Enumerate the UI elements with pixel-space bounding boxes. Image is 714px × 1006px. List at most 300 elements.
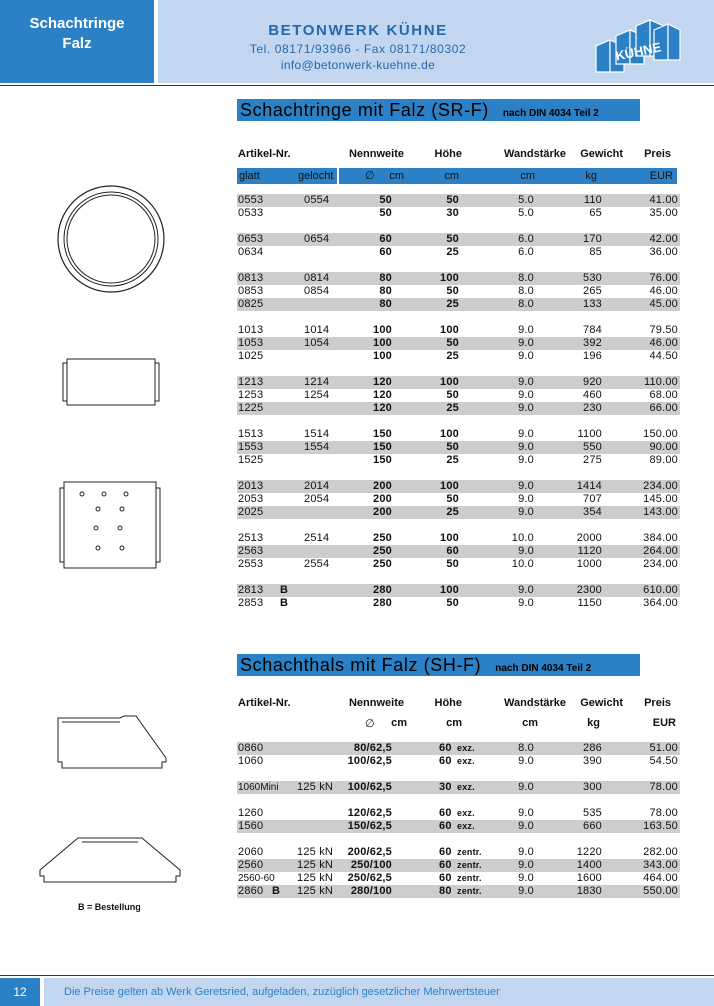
artikel-gelocht: 2054 bbox=[304, 493, 330, 505]
gewicht: 660 bbox=[583, 820, 602, 832]
table-row bbox=[237, 506, 680, 519]
gewicht: 1000 bbox=[576, 558, 602, 570]
wandstaerke: 10.0 bbox=[511, 532, 534, 544]
bestellung-marker: B bbox=[272, 885, 281, 897]
belastung: 125 kN bbox=[297, 846, 334, 858]
gewicht: 170 bbox=[583, 233, 602, 245]
nennweite: 280 bbox=[373, 584, 392, 596]
artikel-gelocht: 1054 bbox=[304, 337, 330, 349]
table-row bbox=[237, 402, 680, 415]
hoehe: 30 bbox=[446, 207, 459, 219]
hoehe: 60 bbox=[439, 755, 452, 767]
section1-unit-bar bbox=[237, 168, 677, 184]
nennweite: 100/62,5 bbox=[347, 755, 392, 767]
table-row bbox=[237, 820, 680, 833]
artikel-glatt: 1553 bbox=[238, 441, 264, 453]
artikel-nr: 2860 bbox=[238, 885, 264, 897]
gewicht: 1150 bbox=[577, 597, 602, 609]
nennweite: 60 bbox=[379, 246, 392, 258]
section2-title-bar bbox=[237, 654, 640, 676]
nennweite: 50 bbox=[379, 207, 392, 219]
artikel-glatt: 1253 bbox=[238, 389, 264, 401]
nennweite: 250/100 bbox=[350, 859, 392, 871]
table-row bbox=[237, 807, 680, 820]
table-row bbox=[237, 441, 680, 454]
footer-divider bbox=[0, 975, 714, 976]
artikel-glatt: 1025 bbox=[238, 350, 264, 362]
hoehe-suffix: exz. bbox=[457, 782, 475, 792]
nennweite: 200 bbox=[373, 480, 392, 492]
belastung: 125 kN bbox=[297, 781, 334, 793]
hoehe-suffix: zentr. bbox=[457, 873, 482, 883]
nennweite: 250 bbox=[373, 545, 392, 557]
hoehe: 100 bbox=[440, 584, 459, 596]
preis: 384.00 bbox=[643, 532, 678, 544]
shaft-neck-eccentric-drawing bbox=[40, 712, 175, 772]
gewicht: 265 bbox=[583, 285, 602, 297]
hoehe: 60 bbox=[439, 872, 452, 884]
hoehe-suffix: zentr. bbox=[457, 886, 482, 896]
artikel-glatt: 2813 bbox=[238, 584, 264, 596]
artikel-gelocht: 1254 bbox=[304, 389, 330, 401]
nennweite: 100 bbox=[373, 337, 392, 349]
preis: 145.00 bbox=[643, 493, 678, 505]
artikel-glatt: 0533 bbox=[238, 207, 264, 219]
preis: 143.00 bbox=[643, 506, 678, 518]
artikel-gelocht: 1214 bbox=[304, 376, 330, 388]
hoehe-suffix: exz. bbox=[457, 743, 475, 753]
col-hoehe: Höhe bbox=[434, 148, 462, 160]
section1-title-bar bbox=[237, 99, 640, 121]
diameter-icon: ∅ bbox=[365, 170, 375, 182]
gewicht: 133 bbox=[583, 298, 602, 310]
table-row bbox=[237, 246, 680, 259]
artikel-nr: 1060Mini bbox=[238, 782, 279, 793]
legend-bestellung: B = Bestellung bbox=[78, 902, 141, 912]
preis: 51.00 bbox=[649, 742, 678, 754]
nennweite: 200 bbox=[373, 506, 392, 518]
contact-phone-fax: Tel. 08171/93966 - Fax 08171/80302 bbox=[249, 42, 467, 56]
hoehe-suffix: zentr. bbox=[457, 860, 482, 870]
unit-preis: EUR bbox=[649, 170, 673, 182]
preis: 66.00 bbox=[649, 402, 678, 414]
artikel-nr: 2560 bbox=[238, 859, 264, 871]
preis: 163.50 bbox=[643, 820, 678, 832]
unit-wand: cm bbox=[520, 170, 535, 182]
gewicht: 110 bbox=[583, 194, 602, 206]
artikel-glatt: 1525 bbox=[238, 454, 264, 466]
wandstaerke: 9.0 bbox=[518, 846, 534, 858]
gewicht: 1100 bbox=[577, 428, 602, 440]
wandstaerke: 9.0 bbox=[518, 428, 534, 440]
preis: 46.00 bbox=[649, 285, 678, 297]
artikel-glatt: 2053 bbox=[238, 493, 264, 505]
preis: 234.00 bbox=[643, 558, 678, 570]
preis: 54.50 bbox=[649, 755, 678, 767]
wandstaerke: 9.0 bbox=[518, 506, 534, 518]
unit-gelocht: gelocht bbox=[298, 170, 334, 182]
gewicht: 300 bbox=[583, 781, 602, 793]
hoehe: 100 bbox=[440, 272, 459, 284]
col-hoehe: Höhe bbox=[434, 697, 462, 709]
table-row bbox=[237, 846, 680, 859]
nennweite: 280 bbox=[373, 597, 392, 609]
nennweite: 150 bbox=[373, 441, 392, 453]
gewicht: 2300 bbox=[576, 584, 602, 596]
table-row bbox=[237, 493, 680, 506]
table-row bbox=[237, 584, 680, 597]
gewicht: 390 bbox=[583, 755, 602, 767]
section1-table-body bbox=[237, 194, 680, 614]
header-tab-line2: Falz bbox=[62, 35, 92, 52]
nennweite: 250/62,5 bbox=[347, 872, 392, 884]
wandstaerke: 9.0 bbox=[518, 480, 534, 492]
gewicht: 65 bbox=[589, 207, 602, 219]
table-row bbox=[237, 207, 680, 220]
gewicht: 530 bbox=[583, 272, 602, 284]
header-tab-line1: Schachtringe bbox=[29, 15, 125, 32]
wandstaerke: 9.0 bbox=[518, 350, 534, 362]
artikel-glatt: 0853 bbox=[238, 285, 264, 297]
nennweite: 200 bbox=[373, 493, 392, 505]
artikel-gelocht: 0854 bbox=[304, 285, 330, 297]
wandstaerke: 9.0 bbox=[518, 885, 534, 897]
unit-wand: cm bbox=[522, 717, 538, 729]
preis: 44.50 bbox=[649, 350, 678, 362]
preis: 35.00 bbox=[649, 207, 678, 219]
wandstaerke: 9.0 bbox=[518, 454, 534, 466]
gewicht: 392 bbox=[583, 337, 602, 349]
artikel-glatt: 0634 bbox=[238, 246, 264, 258]
header-tab bbox=[0, 0, 154, 83]
wandstaerke: 10.0 bbox=[511, 558, 534, 570]
wandstaerke: 9.0 bbox=[518, 872, 534, 884]
hoehe: 25 bbox=[446, 298, 459, 310]
hoehe: 60 bbox=[439, 859, 452, 871]
hoehe: 100 bbox=[440, 480, 459, 492]
table-row bbox=[237, 428, 680, 441]
wandstaerke: 9.0 bbox=[518, 441, 534, 453]
nennweite: 280/100 bbox=[350, 885, 392, 897]
nennweite: 100/62,5 bbox=[347, 781, 392, 793]
col-artikel: Artikel-Nr. bbox=[238, 697, 291, 709]
artikel-gelocht: 0654 bbox=[304, 233, 330, 245]
belastung: 125 kN bbox=[297, 872, 334, 884]
artikel-nr: 1560 bbox=[238, 820, 264, 832]
hoehe: 100 bbox=[440, 376, 459, 388]
hoehe: 60 bbox=[439, 846, 452, 858]
table-row bbox=[237, 859, 680, 872]
gewicht: 550 bbox=[583, 441, 602, 453]
artikel-glatt: 2563 bbox=[238, 545, 264, 557]
artikel-nr: 2560-60 bbox=[238, 873, 275, 884]
wandstaerke: 8.0 bbox=[518, 285, 534, 297]
col-preis: Preis bbox=[644, 148, 671, 160]
nennweite: 150 bbox=[373, 428, 392, 440]
wandstaerke: 8.0 bbox=[518, 272, 534, 284]
nennweite: 120 bbox=[373, 376, 392, 388]
unit-preis: EUR bbox=[652, 717, 676, 729]
artikel-gelocht: 0554 bbox=[304, 194, 330, 206]
table-row bbox=[237, 233, 680, 246]
nennweite: 50 bbox=[379, 194, 392, 206]
nennweite: 250 bbox=[373, 558, 392, 570]
hoehe: 50 bbox=[446, 233, 459, 245]
belastung: 125 kN bbox=[297, 885, 334, 897]
belastung: 125 kN bbox=[297, 859, 334, 871]
artikel-glatt: 0553 bbox=[238, 194, 264, 206]
table-row bbox=[237, 350, 680, 363]
hoehe: 100 bbox=[440, 532, 459, 544]
preis: 234.00 bbox=[643, 480, 678, 492]
table-row bbox=[237, 558, 680, 571]
artikel-glatt: 1513 bbox=[238, 428, 264, 440]
wandstaerke: 6.0 bbox=[518, 246, 534, 258]
table-row bbox=[237, 885, 680, 898]
company-logo-icon bbox=[592, 16, 682, 79]
hoehe: 60 bbox=[439, 807, 452, 819]
nennweite: 120 bbox=[373, 389, 392, 401]
table-row bbox=[237, 532, 680, 545]
table-row bbox=[237, 389, 680, 402]
preis: 78.00 bbox=[649, 781, 678, 793]
hoehe: 25 bbox=[446, 246, 459, 258]
nennweite: 150 bbox=[373, 454, 392, 466]
artikel-glatt: 2513 bbox=[238, 532, 264, 544]
wandstaerke: 9.0 bbox=[518, 584, 534, 596]
artikel-glatt: 1053 bbox=[238, 337, 264, 349]
artikel-gelocht: 2514 bbox=[304, 532, 330, 544]
wandstaerke: 9.0 bbox=[518, 820, 534, 832]
diameter-icon: ∅ bbox=[365, 718, 375, 730]
hoehe: 100 bbox=[440, 324, 459, 336]
table-row bbox=[237, 454, 680, 467]
perforated-ring-drawing bbox=[52, 478, 168, 574]
artikel-gelocht: B bbox=[280, 584, 289, 596]
artikel-gelocht: 1014 bbox=[304, 324, 330, 336]
section1-norm: nach DIN 4034 Teil 2 bbox=[502, 108, 599, 119]
wandstaerke: 8.0 bbox=[518, 742, 534, 754]
hoehe: 25 bbox=[446, 350, 459, 362]
artikel-gelocht: 2554 bbox=[304, 558, 330, 570]
preis: 343.00 bbox=[643, 859, 678, 871]
preis: 610.00 bbox=[643, 584, 678, 596]
preis: 364.00 bbox=[643, 597, 678, 609]
section2-table-body bbox=[237, 742, 680, 897]
wandstaerke: 9.0 bbox=[518, 389, 534, 401]
unit-nennweite: cm bbox=[391, 717, 407, 729]
wandstaerke: 9.0 bbox=[518, 402, 534, 414]
col-nennweite: Nennweite bbox=[348, 697, 404, 709]
hoehe-suffix: zentr. bbox=[457, 847, 482, 857]
logo-text: KÜHNE bbox=[614, 39, 663, 64]
gewicht: 707 bbox=[583, 493, 602, 505]
hoehe: 50 bbox=[446, 558, 459, 570]
nennweite: 100 bbox=[373, 350, 392, 362]
gewicht: 354 bbox=[583, 506, 602, 518]
wandstaerke: 6.0 bbox=[518, 233, 534, 245]
gewicht: 230 bbox=[583, 402, 602, 414]
gewicht: 275 bbox=[583, 454, 602, 466]
section2-norm: nach DIN 4034 Teil 2 bbox=[495, 663, 592, 674]
gewicht: 535 bbox=[583, 807, 602, 819]
table-row bbox=[237, 781, 680, 794]
artikel-nr: 1060 bbox=[238, 755, 264, 767]
table-row bbox=[237, 545, 680, 558]
nennweite: 150/62,5 bbox=[347, 820, 392, 832]
hoehe: 30 bbox=[439, 781, 452, 793]
preis: 42.00 bbox=[649, 233, 678, 245]
unit-nennweite: cm bbox=[389, 170, 404, 182]
gewicht: 1120 bbox=[577, 545, 602, 557]
hoehe-suffix: exz. bbox=[457, 756, 475, 766]
ring-side-view-drawing bbox=[55, 355, 167, 411]
wandstaerke: 9.0 bbox=[518, 545, 534, 557]
header-divider bbox=[0, 85, 714, 86]
col-gewicht: Gewicht bbox=[580, 148, 623, 160]
gewicht: 85 bbox=[589, 246, 602, 258]
nennweite: 80/62,5 bbox=[353, 742, 392, 754]
preis: 79.50 bbox=[649, 324, 678, 336]
table-row bbox=[237, 755, 680, 768]
nennweite: 200/62,5 bbox=[347, 846, 392, 858]
table-row bbox=[237, 872, 680, 885]
unit-glatt: glatt bbox=[239, 170, 260, 182]
hoehe: 25 bbox=[446, 454, 459, 466]
artikel-glatt: 0813 bbox=[238, 272, 264, 284]
ring-top-view-drawing bbox=[55, 183, 167, 295]
table-row bbox=[237, 337, 680, 350]
hoehe: 80 bbox=[439, 885, 452, 897]
wandstaerke: 9.0 bbox=[518, 781, 534, 793]
preis: 90.00 bbox=[649, 441, 678, 453]
company-name: BETONWERK KÜHNE bbox=[268, 22, 448, 39]
nennweite: 80 bbox=[379, 272, 392, 284]
hoehe: 25 bbox=[446, 506, 459, 518]
table-row bbox=[237, 742, 680, 755]
preis: 45.00 bbox=[649, 298, 678, 310]
hoehe: 50 bbox=[446, 597, 459, 609]
wandstaerke: 9.0 bbox=[518, 337, 534, 349]
wandstaerke: 5.0 bbox=[518, 207, 534, 219]
table-row bbox=[237, 298, 680, 311]
preis: 110.00 bbox=[643, 376, 678, 388]
page-number: 12 bbox=[0, 978, 40, 1006]
artikel-glatt: 2853 bbox=[238, 597, 264, 609]
hoehe: 50 bbox=[446, 389, 459, 401]
unit-gewicht: kg bbox=[587, 717, 600, 729]
preis: 89.00 bbox=[649, 454, 678, 466]
preis: 282.00 bbox=[643, 846, 678, 858]
nennweite: 80 bbox=[379, 298, 392, 310]
unit-hoehe: cm bbox=[444, 170, 459, 182]
section2-table-header bbox=[237, 697, 680, 737]
preis: 464.00 bbox=[643, 872, 678, 884]
preis: 78.00 bbox=[649, 807, 678, 819]
contact-email: info@betonwerk-kuehne.de bbox=[280, 58, 436, 72]
artikel-glatt: 2013 bbox=[238, 480, 264, 492]
nennweite: 120 bbox=[373, 402, 392, 414]
gewicht: 2000 bbox=[576, 532, 602, 544]
unit-gewicht: kg bbox=[585, 170, 597, 182]
preis: 41.00 bbox=[649, 194, 678, 206]
preis: 550.00 bbox=[643, 885, 678, 897]
col-artikel: Artikel-Nr. bbox=[238, 148, 291, 160]
preis: 150.00 bbox=[643, 428, 678, 440]
hoehe: 50 bbox=[446, 194, 459, 206]
hoehe-suffix: exz. bbox=[457, 821, 475, 831]
table-row bbox=[237, 597, 680, 610]
table-row bbox=[237, 376, 680, 389]
preis: 264.00 bbox=[643, 545, 678, 557]
gewicht: 1220 bbox=[576, 846, 602, 858]
gewicht: 1414 bbox=[576, 480, 602, 492]
wandstaerke: 9.0 bbox=[518, 807, 534, 819]
nennweite: 100 bbox=[373, 324, 392, 336]
gewicht: 784 bbox=[583, 324, 602, 336]
nennweite: 80 bbox=[379, 285, 392, 297]
artikel-glatt: 1213 bbox=[238, 376, 264, 388]
artikel-glatt: 0825 bbox=[238, 298, 264, 310]
nennweite: 60 bbox=[379, 233, 392, 245]
wandstaerke: 9.0 bbox=[518, 493, 534, 505]
preis: 68.00 bbox=[649, 389, 678, 401]
table-row bbox=[237, 272, 680, 285]
hoehe: 50 bbox=[446, 285, 459, 297]
preis: 76.00 bbox=[649, 272, 678, 284]
nennweite: 120/62,5 bbox=[347, 807, 392, 819]
col-preis: Preis bbox=[644, 697, 671, 709]
artikel-glatt: 2025 bbox=[238, 506, 264, 518]
artikel-glatt: 1013 bbox=[238, 324, 264, 336]
artikel-glatt: 1225 bbox=[238, 402, 264, 414]
artikel-gelocht: 2014 bbox=[304, 480, 330, 492]
wandstaerke: 9.0 bbox=[518, 376, 534, 388]
hoehe-suffix: exz. bbox=[457, 808, 475, 818]
unit-hoehe: cm bbox=[446, 717, 462, 729]
artikel-glatt: 0653 bbox=[238, 233, 264, 245]
artikel-glatt: 2553 bbox=[238, 558, 264, 570]
gewicht: 196 bbox=[583, 350, 602, 362]
table-row bbox=[237, 194, 680, 207]
gewicht: 1830 bbox=[576, 885, 602, 897]
wandstaerke: 9.0 bbox=[518, 597, 534, 609]
table-row bbox=[237, 324, 680, 337]
hoehe: 50 bbox=[446, 441, 459, 453]
nennweite: 250 bbox=[373, 532, 392, 544]
wandstaerke: 5.0 bbox=[518, 194, 534, 206]
artikel-gelocht: 0814 bbox=[304, 272, 330, 284]
preis: 36.00 bbox=[649, 246, 678, 258]
col-gewicht: Gewicht bbox=[580, 697, 623, 709]
section2-title: Schachthals mit Falz (SH-F) bbox=[240, 655, 482, 675]
gewicht: 460 bbox=[583, 389, 602, 401]
hoehe: 60 bbox=[439, 820, 452, 832]
table-row bbox=[237, 480, 680, 493]
wandstaerke: 9.0 bbox=[518, 755, 534, 767]
preis: 46.00 bbox=[649, 337, 678, 349]
artikel-gelocht: 1514 bbox=[304, 428, 330, 440]
artikel-gelocht: B bbox=[280, 597, 289, 609]
hoehe: 60 bbox=[446, 545, 459, 557]
shaft-neck-central-drawing bbox=[30, 832, 190, 888]
gewicht: 1400 bbox=[576, 859, 602, 871]
wandstaerke: 9.0 bbox=[518, 324, 534, 336]
table-row bbox=[237, 285, 680, 298]
artikel-nr: 2060 bbox=[238, 846, 264, 858]
artikel-nr: 1260 bbox=[238, 807, 264, 819]
hoehe: 50 bbox=[446, 337, 459, 349]
